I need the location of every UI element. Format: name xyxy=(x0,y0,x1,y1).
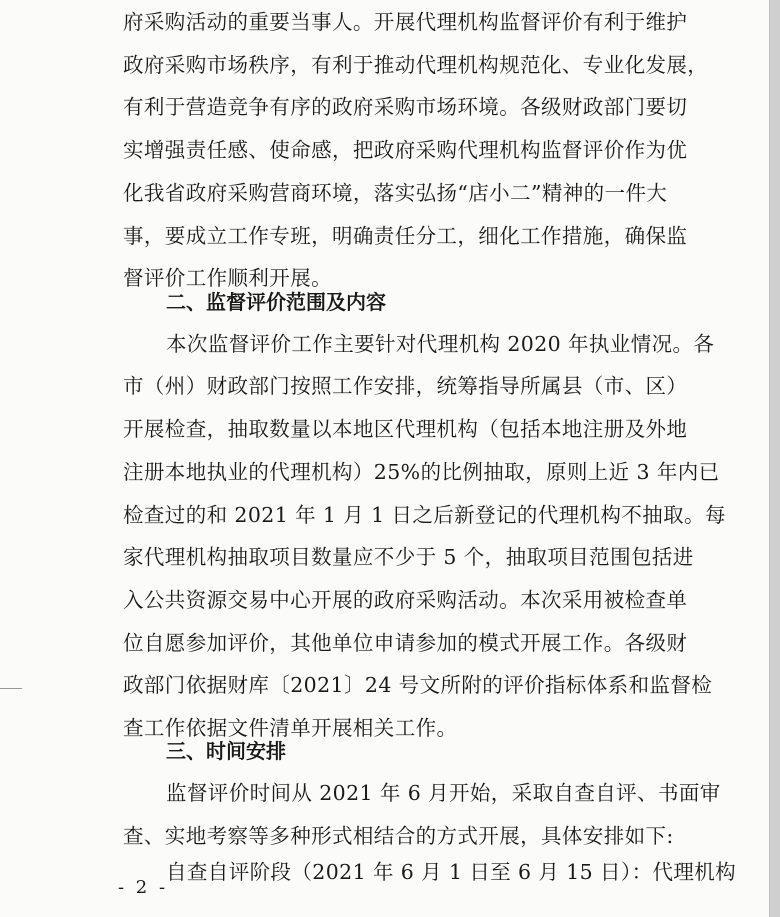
body-line: 市（州）财政部门按照工作安排，统筹指导所属县（市、区） xyxy=(123,374,688,398)
body-line: 查工作依据文件清单开展相关工作。 xyxy=(123,716,458,740)
body-line: 注册本地执业的代理机构）25%的比例抽取，原则上近 3 年内已 xyxy=(123,460,720,484)
body-line: 有利于营造竞争有序的政府采购市场环境。各级财政部门要切 xyxy=(123,95,688,119)
margin-mark xyxy=(0,688,22,689)
body-line: 督评价工作顺利开展。 xyxy=(123,266,332,290)
body-line: 检查过的和 2021 年 1 月 1 日之后新登记的代理机构不抽取。每 xyxy=(123,503,726,527)
page-edge xyxy=(769,0,780,917)
body-line: 本次监督评价工作主要针对代理机构 2020 年执业情况。各 xyxy=(166,332,715,356)
section-heading-scope: 二、监督评价范围及内容 xyxy=(166,290,386,314)
body-line: 开展检查，抽取数量以本地区代理机构（包括本地注册及外地 xyxy=(123,417,688,441)
page-number: - 2 - xyxy=(118,877,169,898)
body-line: 家代理机构抽取项目数量应不少于 5 个，抽取项目范围包括进 xyxy=(123,545,694,569)
body-line: 化我省政府采购营商环境，落实弘扬“店小二”精神的一件大 xyxy=(123,181,668,205)
body-line: 位自愿参加评价，其他单位申请参加的模式开展工作。各级财 xyxy=(123,631,688,655)
body-line: 政府采购市场秩序，有利于推动代理机构规范化、专业化发展， xyxy=(123,53,709,77)
body-line: 府采购活动的重要当事人。开展代理机构监督评价有利于维护 xyxy=(123,10,688,34)
body-line: 政部门依据财库〔2021〕24 号文所附的评价指标体系和监督检 xyxy=(123,673,713,697)
body-line: 自查自评阶段（2021 年 6 月 1 日至 6 月 15 日）：代理机构 xyxy=(166,860,737,884)
section-heading-schedule: 三、时间安排 xyxy=(166,739,286,763)
body-line: 实增强责任感、使命感，把政府采购代理机构监督评价作为优 xyxy=(123,138,688,162)
body-line: 事，要成立工作专班，明确责任分工，细化工作措施，确保监 xyxy=(123,224,688,248)
body-line: 入公共资源交易中心开展的政府采购活动。本次采用被检查单 xyxy=(123,588,688,612)
body-line: 监督评价时间从 2021 年 6 月开始，采取自查自评、书面审 xyxy=(166,781,721,805)
body-line: 查、实地考察等多种形式相结合的方式开展，具体安排如下: xyxy=(123,824,674,848)
